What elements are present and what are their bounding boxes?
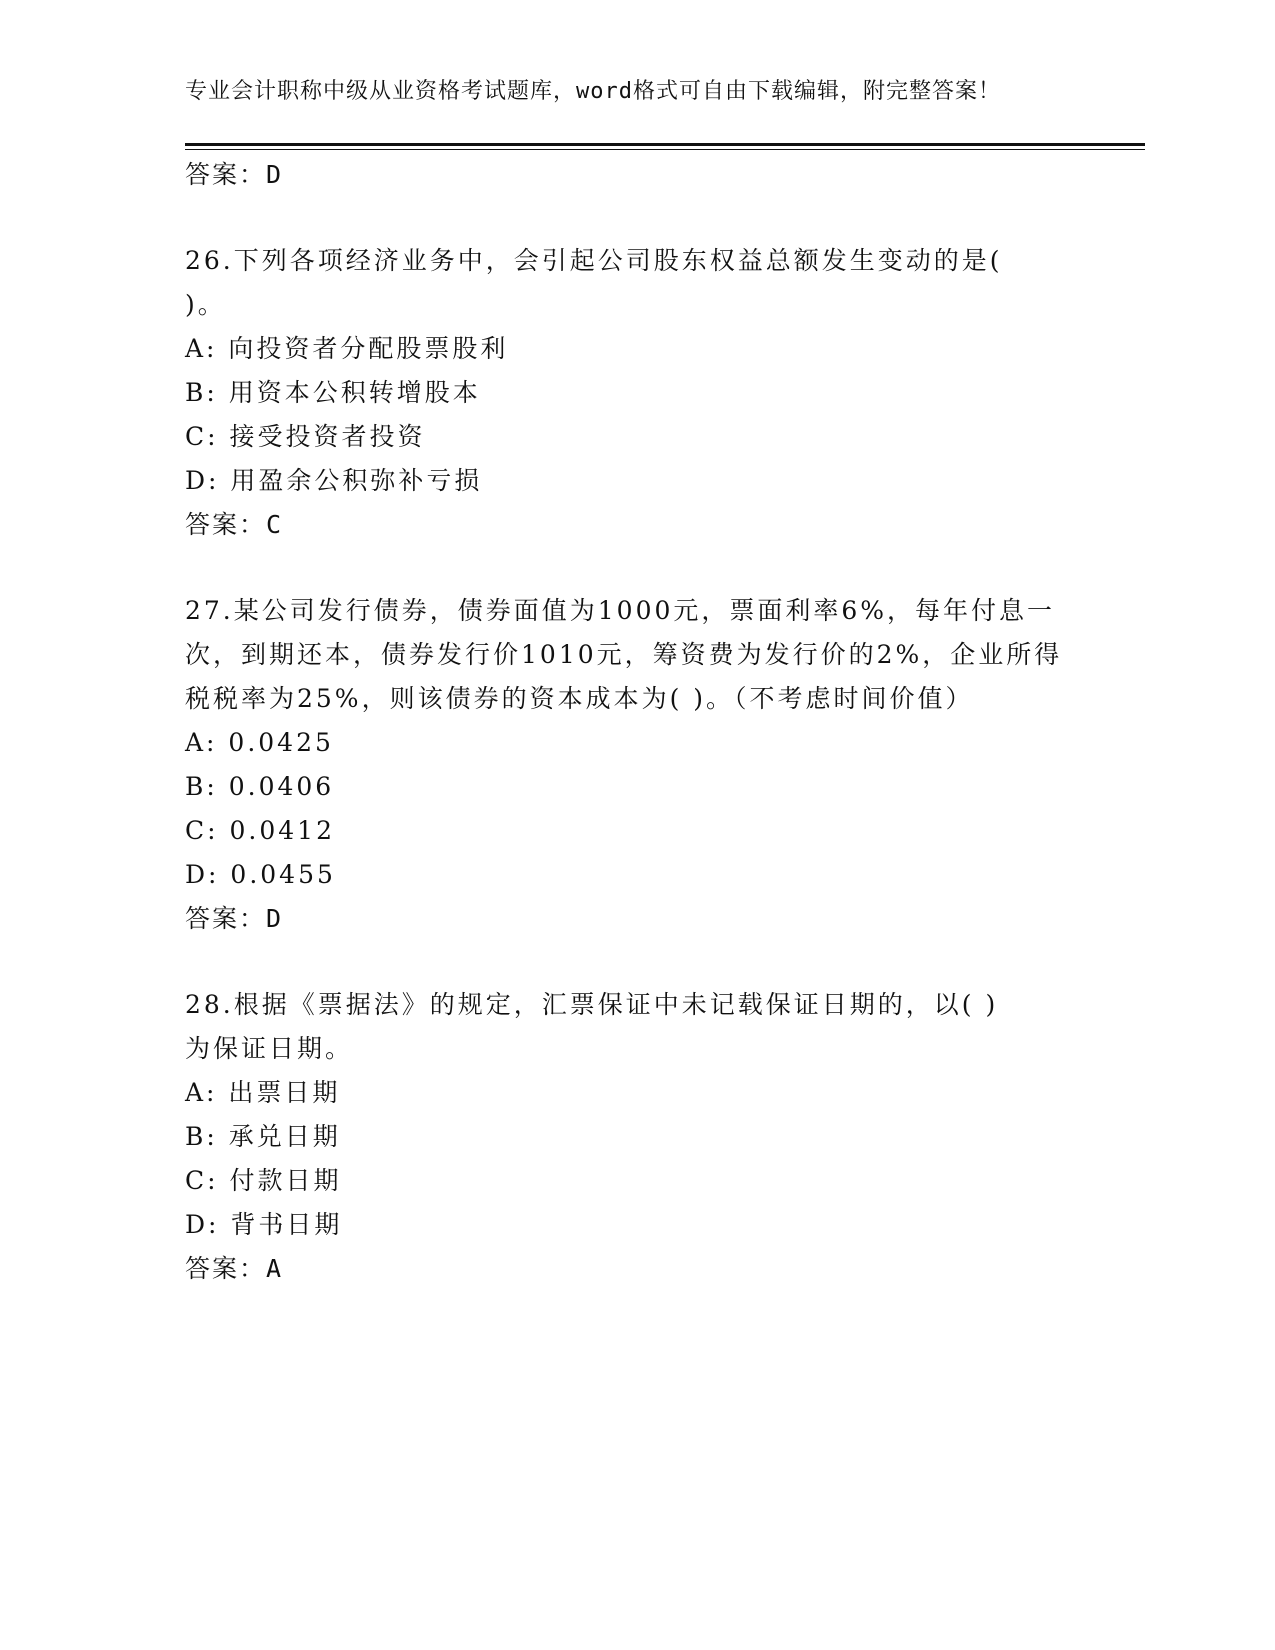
answer-value: D (266, 904, 284, 933)
answer-value: C (266, 510, 284, 539)
option-a: A: 向投资者分配股票股利 (185, 334, 509, 363)
option-c: C: 0.0412 (185, 816, 335, 845)
question-text: 次，到期还本，债券发行价1010元，筹资费为发行价的2%，企业所得 (185, 640, 1063, 669)
answer-line (185, 160, 283, 190)
answer-label: 答案： (185, 1254, 267, 1283)
option-b: B: 承兑日期 (185, 1122, 341, 1151)
question-text: 26.下列各项经济业务中，会引起公司股东权益总额发生变动的是( (185, 246, 1003, 275)
answer-line (185, 510, 283, 540)
question-text: )。 (185, 290, 226, 319)
answer-line (185, 1254, 283, 1284)
question-text: 28.根据《票据法》的规定，汇票保证中未记载保证日期的，以( ) (185, 990, 999, 1019)
question-text: 税税率为25%，则该债券的资本成本为( )。（不考虑时间价值） (185, 684, 974, 713)
option-c: C: 接受投资者投资 (185, 422, 426, 451)
answer-label: 答案： (185, 160, 267, 189)
option-c: C: 付款日期 (185, 1166, 342, 1195)
question-text: 为保证日期。 (185, 1034, 354, 1063)
answer-label: 答案： (185, 904, 267, 933)
header-rule-thick (185, 143, 1145, 146)
option-d: D: 背书日期 (185, 1210, 343, 1239)
option-b: B: 用资本公积转增股本 (185, 378, 481, 407)
header-rule-thin (185, 149, 1145, 150)
answer-value: A (266, 1254, 284, 1283)
answer-label: 答案： (185, 510, 267, 539)
option-a: A: 0.0425 (185, 728, 334, 757)
option-b: B: 0.0406 (185, 772, 335, 801)
option-d: D: 0.0455 (185, 860, 336, 889)
page-header: 专业会计职称中级从业资格考试题库，word格式可自由下载编辑，附完整答案！ (185, 79, 1001, 104)
answer-value: D (266, 160, 284, 189)
question-text: 27.某公司发行债券，债券面值为1000元，票面利率6%，每年付息一 (185, 596, 1056, 625)
answer-line (185, 904, 283, 934)
option-a: A: 出票日期 (185, 1078, 341, 1107)
option-d: D: 用盈余公积弥补亏损 (185, 466, 483, 495)
